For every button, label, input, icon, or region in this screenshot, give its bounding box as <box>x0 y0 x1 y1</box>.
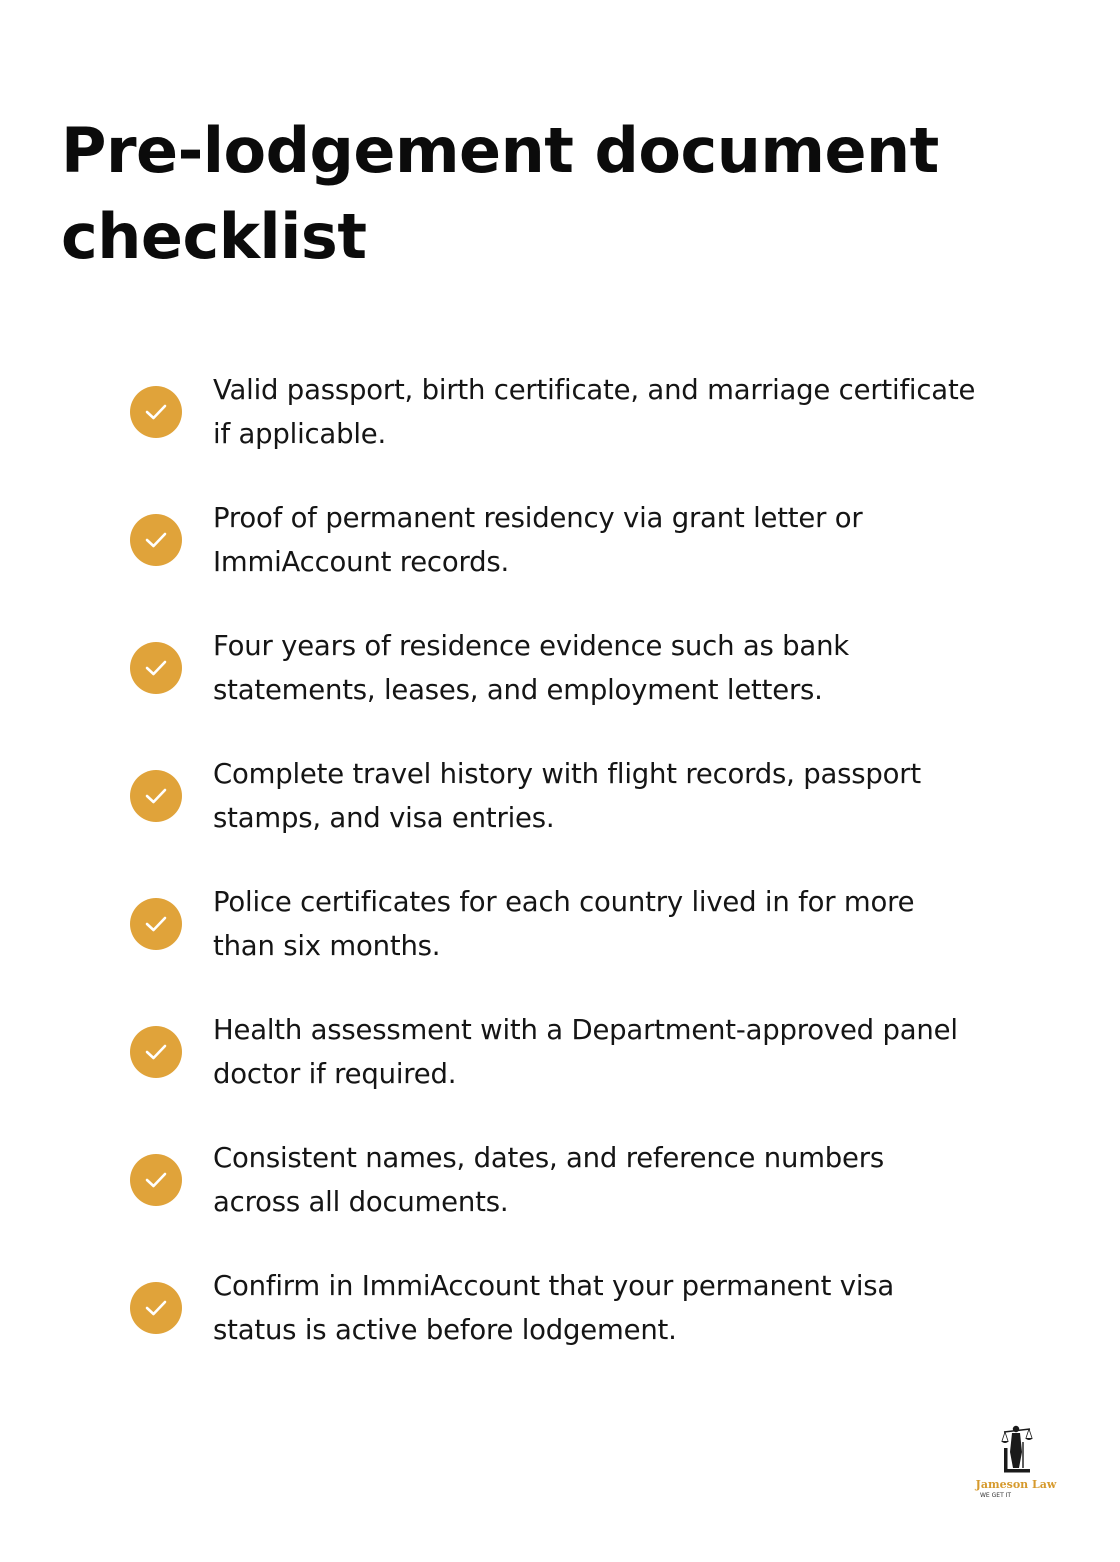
checklist-item-text: Consistent names, dates, and reference numbers across all documents. <box>213 1142 885 1218</box>
checklist-item-text: Complete travel history with flight records, passport stamps, and visa entries. <box>213 758 921 834</box>
brand-name: Jameson Law <box>975 1478 1057 1491</box>
check-circle-icon <box>130 642 182 694</box>
checklist-item <box>0 1008 1120 1108</box>
checklist-item <box>0 368 1120 468</box>
check-circle-icon <box>130 1282 182 1334</box>
brand-logo <box>974 1422 1058 1502</box>
page-title-line-2: checklist <box>61 200 367 273</box>
check-circle-icon <box>130 898 182 950</box>
page-title-line-1: Pre-lodgement document <box>61 114 939 187</box>
checklist-item <box>0 1264 1120 1364</box>
brand-tagline: WE GET IT <box>980 1492 1012 1499</box>
checklist-item <box>0 1136 1120 1236</box>
check-circle-icon <box>130 1154 182 1206</box>
checklist-item-text: Police certificates for each country lived in for more than six months. <box>213 886 915 962</box>
checklist-item-text: Confirm in ImmiAccount that your permanent visa status is active before lodgement. <box>213 1270 895 1346</box>
checklist-item <box>0 752 1120 852</box>
check-circle-icon <box>130 386 182 438</box>
checklist-item <box>0 496 1120 596</box>
checklist-item <box>0 624 1120 724</box>
check-circle-icon <box>130 514 182 566</box>
checklist-item-text: Four years of residence evidence such as bank statements, leases, and employment letters. <box>213 630 850 706</box>
check-circle-icon <box>130 1026 182 1078</box>
page-title <box>61 108 961 280</box>
checklist-item-text: Health assessment with a Department-approved panel doctor if required. <box>213 1014 958 1090</box>
check-circle-icon <box>130 770 182 822</box>
checklist-item-text: Proof of permanent residency via grant letter or ImmiAccount records. <box>213 502 863 578</box>
checklist-item <box>0 880 1120 980</box>
lady-justice-icon <box>996 1422 1036 1478</box>
checklist-item-text: Valid passport, birth certificate, and marriage certificate if applicable. <box>213 374 976 450</box>
